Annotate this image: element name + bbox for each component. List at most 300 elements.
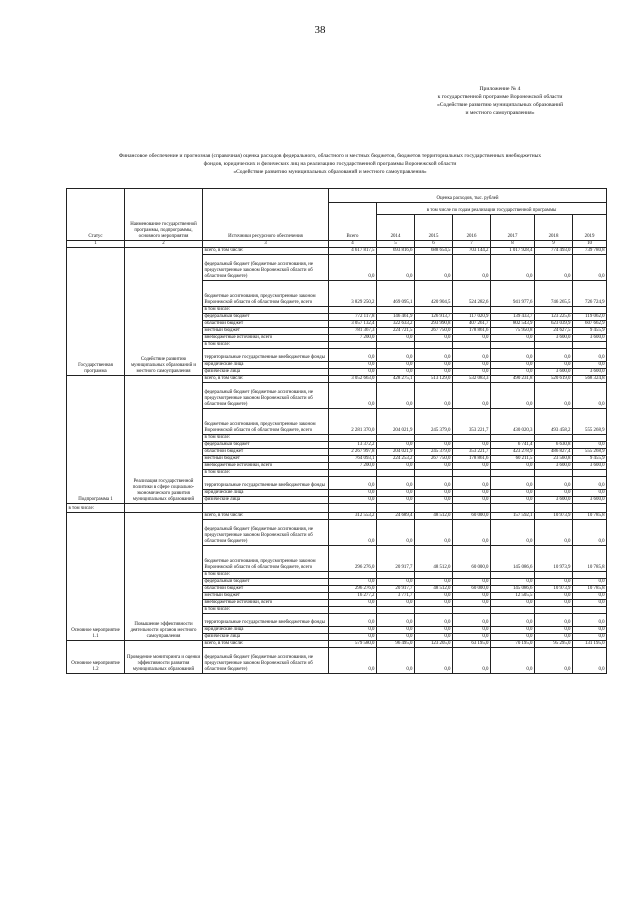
value-cell: 0,0	[329, 579, 377, 586]
value-cell: 688 654,5	[415, 248, 453, 255]
value-cell: 0,0	[491, 369, 535, 376]
column-number: 10	[573, 241, 607, 248]
value-cell: 703 144,2	[453, 248, 491, 255]
appendix-line: к государственной программе Воронежской области	[437, 94, 563, 100]
value-cell: 0,0	[415, 255, 453, 281]
value-cell: 0,0	[491, 255, 535, 281]
value-cell	[453, 307, 491, 314]
value-cell: 0,0	[491, 614, 535, 627]
value-cell: 568 324,8	[573, 376, 607, 383]
value-cell: 524 282,6	[453, 281, 491, 307]
value-cell: 430 020,3	[491, 409, 535, 435]
source-label: местный бюджет	[203, 328, 329, 335]
value-cell: 0,0	[415, 383, 453, 409]
value-cell: 0,0	[377, 627, 415, 634]
source-label: местный бюджет	[203, 456, 329, 463]
value-cell: 0,0	[535, 648, 573, 674]
value-cell: 0,0	[453, 490, 491, 497]
value-cell: 0,0	[415, 579, 453, 586]
value-cell	[329, 572, 377, 579]
value-cell: 0,0	[573, 477, 607, 490]
value-cell: 0,0	[573, 362, 607, 369]
value-cell	[377, 307, 415, 314]
value-cell	[573, 607, 607, 614]
value-cell	[491, 435, 535, 442]
table-row	[67, 248, 607, 255]
value-cell: 10 785,8	[573, 513, 607, 520]
value-cell: 117 020,9	[453, 314, 491, 321]
value-cell: 0,0	[491, 477, 535, 490]
header-year: 2018	[535, 215, 573, 241]
table-row	[67, 376, 607, 383]
appendix-line: и местного самоуправления»	[465, 110, 535, 116]
value-cell: 579 580,0	[329, 641, 377, 648]
value-cell: 1 017 928,4	[491, 248, 535, 255]
value-cell: 513 129,0	[415, 376, 453, 383]
source-label: местный бюджет	[203, 593, 329, 600]
value-cell: 0,0	[535, 490, 573, 497]
value-cell: 0,0	[491, 634, 535, 641]
value-cell: 0,0	[377, 442, 415, 449]
value-cell: 764 093,1	[329, 456, 377, 463]
source-label: федеральный бюджет	[203, 442, 329, 449]
separator-label: в том числе:	[67, 504, 125, 513]
value-cell: 96 495,0	[377, 641, 415, 648]
value-cell: 13 372,2	[329, 442, 377, 449]
appendix-note	[390, 85, 610, 117]
value-cell: 0,0	[329, 477, 377, 490]
value-cell: 0,0	[535, 634, 573, 641]
value-cell: 6 741,4	[491, 442, 535, 449]
header-total: Всего	[329, 203, 377, 241]
value-cell	[535, 607, 573, 614]
column-number: 8	[491, 241, 535, 248]
value-cell: 63 195,0	[453, 641, 491, 648]
value-cell	[377, 470, 415, 477]
value-cell: 0,0	[415, 477, 453, 490]
value-cell: 9 455,9	[573, 456, 607, 463]
value-cell: 204 021,9	[377, 449, 415, 456]
value-cell: 0,0	[329, 349, 377, 362]
value-cell: 70 195,0	[491, 641, 535, 648]
value-cell: 0,0	[491, 579, 535, 586]
source-label: федеральный бюджет (бюджетные ассигнования, не предусмотренные законом Воронежской области об областном бюджете)	[203, 383, 329, 409]
value-cell: 0,0	[491, 520, 535, 546]
value-cell: 774 493,0	[535, 248, 573, 255]
value-cell: 490 231,8	[491, 376, 535, 383]
value-cell: 3 600,0	[573, 497, 607, 504]
value-cell: 0,0	[491, 362, 535, 369]
header-status: Статус	[67, 189, 125, 241]
value-cell	[453, 342, 491, 349]
value-cell: 60 000,0	[453, 546, 491, 572]
value-cell	[491, 572, 535, 579]
value-cell	[329, 342, 377, 349]
value-cell: 10 973,9	[535, 586, 573, 593]
value-cell: 24 627,5	[535, 328, 573, 335]
value-cell: 20 917,7	[377, 586, 415, 593]
value-cell: 0,0	[453, 255, 491, 281]
value-cell: 0,0	[377, 490, 415, 497]
value-cell: 0,0	[415, 349, 453, 362]
value-cell: 0,0	[535, 627, 573, 634]
column-number: 4	[329, 241, 377, 248]
value-cell: 3 600,0	[573, 335, 607, 342]
value-cell: 3 600,0	[535, 463, 573, 470]
name-cell: Реализация государственной политики в сфере социально-экономического развития муниципальных образований	[125, 376, 203, 504]
value-cell: 322 633,2	[377, 321, 415, 328]
value-cell: 126 913,7	[415, 314, 453, 321]
empty-cell	[377, 504, 415, 513]
value-cell: 0,0	[573, 255, 607, 281]
value-cell: 693 816,6	[377, 248, 415, 255]
value-cell: 145 086,6	[491, 586, 535, 593]
value-cell: 0,0	[453, 520, 491, 546]
value-cell: 469 095,1	[377, 281, 415, 307]
header-source: Источники ресурсного обеспечения	[203, 189, 329, 241]
value-cell: 23 560,8	[535, 456, 573, 463]
value-cell: 3 600,0	[573, 463, 607, 470]
value-cell: 726 724,9	[573, 281, 607, 307]
empty-cell	[329, 504, 377, 513]
value-cell: 3 600,0	[535, 369, 573, 376]
header-year: 2015	[415, 215, 453, 241]
source-label: бюджетные ассигнования, предусмотренные законом Воронежской области об областном бюджете, всего	[203, 409, 329, 435]
value-cell: 0,0	[415, 600, 453, 607]
value-cell	[573, 342, 607, 349]
value-cell: 0,0	[573, 627, 607, 634]
value-cell: 0,0	[329, 520, 377, 546]
value-cell: 145 086,6	[491, 546, 535, 572]
value-cell: 10 785,8	[573, 546, 607, 572]
column-number: 9	[535, 241, 573, 248]
value-cell: 48 512,0	[415, 586, 453, 593]
value-cell: 0,0	[329, 600, 377, 607]
value-cell	[377, 572, 415, 579]
value-cell: 353 221,7	[453, 449, 491, 456]
value-cell: 0,0	[453, 349, 491, 362]
value-cell: 293 990,8	[415, 321, 453, 328]
source-label: территориальные государственные внебюджетные фонды	[203, 349, 329, 362]
value-cell: 10 785,8	[573, 586, 607, 593]
value-cell	[329, 307, 377, 314]
source-label: в том числе:	[203, 470, 329, 477]
value-cell: 0,0	[573, 634, 607, 641]
value-cell: 0,0	[415, 497, 453, 504]
empty-cell	[453, 504, 491, 513]
value-cell: 0,0	[415, 614, 453, 627]
value-cell	[491, 607, 535, 614]
value-cell: 0,0	[573, 648, 607, 674]
appendix-line: «Содействие развитию муниципальных образований	[436, 102, 564, 108]
empty-cell	[535, 504, 573, 513]
value-cell: 2 267 997,8	[329, 449, 377, 456]
source-label: в том числе:	[203, 342, 329, 349]
value-cell: 0,0	[453, 335, 491, 342]
value-cell	[535, 572, 573, 579]
source-label: внебюджетные источники, всего	[203, 600, 329, 607]
status-cell: Подпрограмма 1	[67, 376, 125, 504]
value-cell: 520 619,0	[535, 376, 573, 383]
source-label: федеральный бюджет (бюджетные ассигнования, не предусмотренные законом Воронежской области об областном бюджете)	[203, 648, 329, 674]
value-cell: 3 771,7	[377, 593, 415, 600]
empty-cell	[125, 504, 203, 513]
value-cell: 9 455,9	[573, 328, 607, 335]
value-cell: 0,0	[573, 383, 607, 409]
value-cell	[329, 470, 377, 477]
value-cell: 420 904,5	[415, 281, 453, 307]
name-cell: Проведение мониторинга и оценки эффективности развития муниципальных образований	[125, 641, 203, 674]
source-label: физические лица	[203, 634, 329, 641]
value-cell: 0,0	[329, 383, 377, 409]
value-cell	[573, 470, 607, 477]
value-cell: 131 195,0	[573, 641, 607, 648]
column-number: 7	[453, 241, 491, 248]
value-cell	[573, 307, 607, 314]
source-label: бюджетные ассигнования, предусмотренные законом Воронежской области об областном бюджете, всего	[203, 281, 329, 307]
source-label: федеральный бюджет (бюджетные ассигнования, не предусмотренные законом Воронежской области об областном бюджете)	[203, 255, 329, 281]
value-cell: 123 205,0	[415, 641, 453, 648]
value-cell: 0,0	[535, 383, 573, 409]
source-label: юридические лица	[203, 362, 329, 369]
value-cell: 0,0	[415, 627, 453, 634]
table-row	[67, 513, 607, 520]
value-cell: 75 950,8	[491, 328, 535, 335]
value-cell: 6 630,8	[535, 442, 573, 449]
column-numbers-row	[67, 241, 607, 248]
appendix-line: Приложение № 4	[479, 86, 521, 92]
value-cell: 0,0	[377, 255, 415, 281]
value-cell: 204 021,9	[377, 409, 415, 435]
value-cell: 10 973,9	[535, 546, 573, 572]
value-cell: 0,0	[377, 362, 415, 369]
source-label: физические лица	[203, 369, 329, 376]
value-cell: 95 295,0	[535, 641, 573, 648]
value-cell: 532 083,3	[453, 376, 491, 383]
source-label: юридические лица	[203, 627, 329, 634]
value-cell: 0,0	[377, 477, 415, 490]
value-cell: 3 052 663,0	[329, 376, 377, 383]
value-cell	[415, 607, 453, 614]
source-label: всего, в том числе:	[203, 376, 329, 383]
empty-cell	[203, 504, 329, 513]
value-cell: 0,0	[573, 614, 607, 627]
value-cell	[329, 435, 377, 442]
value-cell: 0,0	[329, 369, 377, 376]
source-label: всего, в том числе:	[203, 641, 329, 648]
value-cell: 0,0	[491, 648, 535, 674]
value-cell: 0,0	[415, 593, 453, 600]
value-cell: 0,0	[415, 648, 453, 674]
source-label: областной бюджет	[203, 449, 329, 456]
value-cell: 0,0	[453, 614, 491, 627]
value-cell: 245 379,0	[415, 409, 453, 435]
value-cell: 0,0	[329, 490, 377, 497]
value-cell: 0,0	[377, 520, 415, 546]
value-cell: 60 000,0	[453, 513, 491, 520]
value-cell	[535, 307, 573, 314]
value-cell	[453, 607, 491, 614]
value-cell: 2 281 370,0	[329, 409, 377, 435]
source-label: федеральный бюджет (бюджетные ассигнования, не предусмотренные законом Воронежской области об областном бюджете)	[203, 520, 329, 546]
value-cell: 16 277,2	[329, 593, 377, 600]
value-cell: 3 600,0	[535, 335, 573, 342]
value-cell: 0,0	[535, 614, 573, 627]
value-cell: 0,0	[453, 497, 491, 504]
value-cell: 623 039,9	[535, 321, 573, 328]
value-cell	[491, 342, 535, 349]
document-title	[70, 152, 590, 176]
value-cell	[535, 435, 573, 442]
value-cell: 0,0	[453, 463, 491, 470]
value-cell: 4 617 817,5	[329, 248, 377, 255]
value-cell: 0,0	[415, 362, 453, 369]
value-cell: 0,0	[491, 490, 535, 497]
value-cell: 0,0	[415, 463, 453, 470]
empty-cell	[491, 504, 535, 513]
value-cell: 0,0	[415, 369, 453, 376]
source-label: федеральный бюджет	[203, 579, 329, 586]
title-line: Финансовое обеспечение и прогнозная (справочная) оценка расходов федерального, областного и местных бюджетов, бюджетов территориальных государственных внебюджетных	[118, 153, 542, 159]
value-cell: 0,0	[573, 520, 607, 546]
value-cell: 0,0	[377, 634, 415, 641]
value-cell: 0,0	[377, 383, 415, 409]
value-cell: 312 553,2	[329, 513, 377, 520]
value-cell: 48 512,0	[415, 546, 453, 572]
header-estimate: Оценка расходов, тыс. рублей	[329, 189, 607, 203]
source-label: территориальные государственные внебюджетные фонды	[203, 477, 329, 490]
value-cell: 555 268,9	[573, 409, 607, 435]
value-cell	[377, 342, 415, 349]
value-cell: 772 117,8	[329, 314, 377, 321]
value-cell: 20 917,7	[377, 546, 415, 572]
value-cell: 0,0	[491, 383, 535, 409]
value-cell: 802 543,9	[491, 321, 535, 328]
value-cell	[377, 435, 415, 442]
source-label: федеральный бюджет	[203, 314, 329, 321]
source-label: в том числе:	[203, 607, 329, 614]
value-cell: 0,0	[491, 600, 535, 607]
value-cell: 423 278,9	[491, 449, 535, 456]
value-cell: 12 505,5	[491, 593, 535, 600]
value-cell: 0,0	[415, 335, 453, 342]
table-body	[67, 248, 607, 674]
value-cell: 10 973,9	[535, 513, 573, 520]
name-cell: Повышение эффективности деятельности органов местного самоуправления	[125, 513, 203, 641]
empty-cell	[573, 504, 607, 513]
value-cell: 3 057 132,4	[329, 321, 377, 328]
value-cell: 0,0	[535, 477, 573, 490]
value-cell: 0,0	[377, 369, 415, 376]
value-cell: 0,0	[415, 490, 453, 497]
value-cell: 296 276,0	[329, 546, 377, 572]
value-cell: 428 275,1	[377, 376, 415, 383]
header-by-years: в том числе по годам реализации государственной программы	[377, 203, 607, 215]
header-year: 2017	[491, 215, 535, 241]
value-cell: 0,0	[453, 593, 491, 600]
value-cell: 0,0	[329, 648, 377, 674]
value-cell: 0,0	[535, 579, 573, 586]
source-label: юридические лица	[203, 490, 329, 497]
value-cell: 245 379,0	[415, 449, 453, 456]
value-cell: 60 211,5	[491, 456, 535, 463]
value-cell: 178 861,6	[453, 456, 491, 463]
value-cell: 157 592,1	[491, 513, 535, 520]
value-cell: 7 200,0	[329, 335, 377, 342]
value-cell: 146 461,9	[377, 314, 415, 321]
status-cell: Основное мероприятие 1.1	[67, 513, 125, 641]
column-number: 1	[67, 241, 125, 248]
value-cell: 0,0	[377, 335, 415, 342]
value-cell: 0,0	[453, 477, 491, 490]
value-cell: 0,0	[535, 349, 573, 362]
value-cell: 0,0	[453, 383, 491, 409]
value-cell	[453, 435, 491, 442]
status-cell: Государственная программа	[67, 248, 125, 376]
value-cell: 7 200,0	[329, 463, 377, 470]
table-header	[67, 189, 607, 248]
value-cell: 178 861,6	[453, 328, 491, 335]
value-cell: 0,0	[377, 463, 415, 470]
value-cell	[377, 607, 415, 614]
value-cell: 0,0	[535, 255, 573, 281]
value-cell: 493 458,2	[535, 409, 573, 435]
table-row	[67, 641, 607, 648]
value-cell	[415, 435, 453, 442]
value-cell: 0,0	[491, 349, 535, 362]
column-number: 2	[125, 241, 203, 248]
value-cell: 0,0	[377, 614, 415, 627]
source-label: всего, в том числе:	[203, 248, 329, 255]
value-cell: 0,0	[535, 593, 573, 600]
value-cell	[415, 342, 453, 349]
value-cell: 60 000,0	[453, 586, 491, 593]
value-cell: 0,0	[535, 600, 573, 607]
value-cell: 3 600,0	[535, 497, 573, 504]
value-cell	[453, 470, 491, 477]
source-label: в том числе:	[203, 435, 329, 442]
value-cell: 0,0	[329, 255, 377, 281]
value-cell: 407 261,7	[453, 321, 491, 328]
value-cell: 0,0	[573, 600, 607, 607]
source-label: внебюджетные источники, всего	[203, 335, 329, 342]
value-cell	[535, 470, 573, 477]
value-cell: 0,0	[377, 600, 415, 607]
source-label: бюджетные ассигнования, предусмотренные законом Воронежской области об областном бюджете, всего	[203, 546, 329, 572]
column-number: 5	[377, 241, 415, 248]
value-cell: 123 225,6	[535, 314, 573, 321]
source-label: всего, в том числе:	[203, 513, 329, 520]
value-cell: 781 367,3	[329, 328, 377, 335]
source-label: физические лица	[203, 497, 329, 504]
value-cell: 0,0	[377, 497, 415, 504]
column-number: 3	[203, 241, 329, 248]
value-cell: 0,0	[377, 579, 415, 586]
value-cell: 0,0	[415, 520, 453, 546]
value-cell: 24 689,4	[377, 513, 415, 520]
value-cell: 119 062,0	[573, 314, 607, 321]
value-cell: 0,0	[453, 579, 491, 586]
value-cell: 0,0	[415, 442, 453, 449]
value-cell	[573, 572, 607, 579]
value-cell	[535, 342, 573, 349]
value-cell: 0,0	[573, 442, 607, 449]
value-cell	[453, 572, 491, 579]
value-cell	[329, 607, 377, 614]
value-cell: 139 433,7	[491, 314, 535, 321]
header-year: 2016	[453, 215, 491, 241]
value-cell: 353 221,7	[453, 409, 491, 435]
